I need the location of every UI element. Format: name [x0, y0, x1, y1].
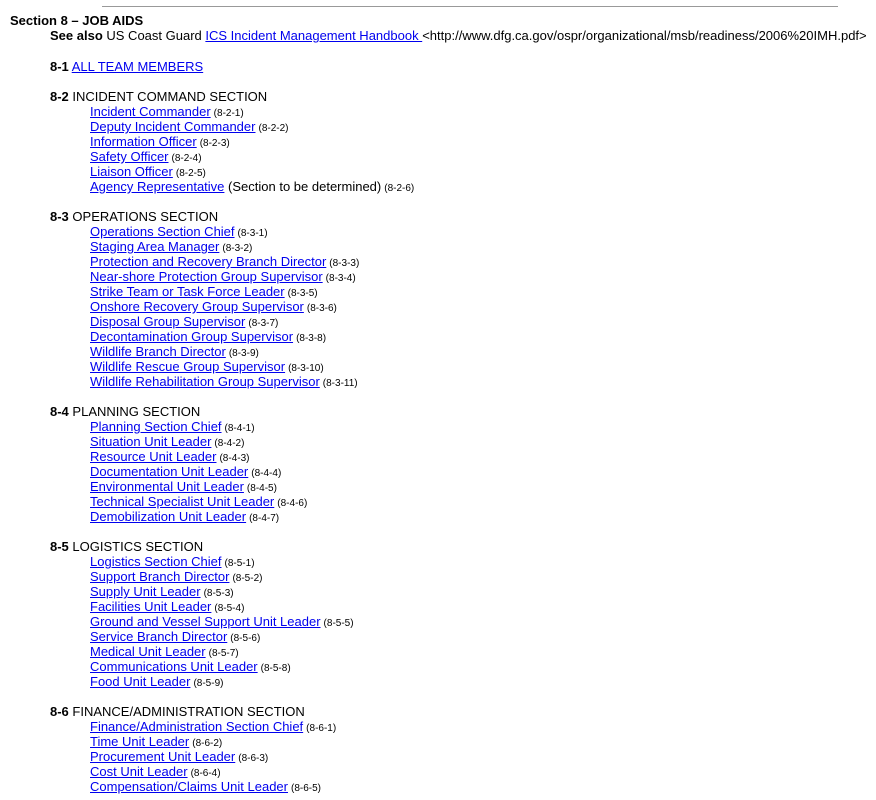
list-item — [90, 329, 359, 344]
list-item — [90, 434, 307, 449]
job-aid-link[interactable]: Facilities Unit Leader — [90, 599, 212, 614]
list-item — [90, 359, 359, 374]
job-aid-code: (8-3-5) — [287, 288, 318, 299]
job-aid-code: (8-4-5) — [246, 483, 277, 494]
list-item — [90, 464, 307, 479]
list-item — [90, 479, 307, 494]
section-8-4-heading — [50, 404, 200, 419]
job-aid-link[interactable]: Disposal Group Supervisor — [90, 314, 246, 329]
job-aid-link[interactable]: Staging Area Manager — [90, 239, 220, 254]
list-item — [90, 629, 354, 644]
job-aid-code: (8-5-4) — [214, 603, 245, 614]
job-aid-link[interactable]: Agency Representative — [90, 179, 225, 194]
job-aid-link[interactable]: Situation Unit Leader — [90, 434, 212, 449]
job-aid-code: (8-5-3) — [203, 588, 234, 599]
job-aid-link[interactable]: Deputy Incident Commander — [90, 119, 256, 134]
section-number: 8-2 — [50, 89, 69, 104]
list-item — [90, 494, 307, 509]
list-item — [90, 254, 359, 269]
list-item — [90, 269, 359, 284]
list-item — [90, 599, 354, 614]
all-team-members-link[interactable]: ALL TEAM MEMBERS — [71, 59, 204, 74]
list-item — [90, 224, 359, 239]
section-number: 8-5 — [50, 539, 69, 554]
list-item — [90, 764, 336, 779]
section-title: LOGISTICS SECTION — [72, 539, 204, 554]
list-item — [90, 104, 414, 119]
section-title: PLANNING SECTION — [72, 404, 201, 419]
job-aid-code: (8-2-5) — [175, 168, 206, 179]
job-aid-code: (8-3-1) — [237, 228, 268, 239]
list-item — [90, 299, 359, 314]
job-aid-code: (8-6-4) — [190, 768, 221, 779]
job-aid-code: (8-2-4) — [171, 153, 202, 164]
handbook-link[interactable]: ICS Incident Management Handbook — [205, 28, 423, 43]
job-aid-link[interactable]: Environmental Unit Leader — [90, 479, 244, 494]
job-aid-code: (8-3-2) — [222, 243, 253, 254]
list-item — [90, 674, 354, 689]
job-aid-link[interactable]: Supply Unit Leader — [90, 584, 201, 599]
job-aid-link[interactable]: Liaison Officer — [90, 164, 173, 179]
job-aid-link[interactable]: Documentation Unit Leader — [90, 464, 249, 479]
section-8-2-list — [90, 104, 414, 194]
job-aid-link[interactable]: Safety Officer — [90, 149, 169, 164]
job-aid-code: (8-4-2) — [214, 438, 245, 449]
section-number: 8-4 — [50, 404, 69, 419]
list-item — [90, 314, 359, 329]
job-aid-link[interactable]: Decontamination Group Supervisor — [90, 329, 294, 344]
section-8-5-list — [90, 554, 354, 689]
job-aid-code: (8-3-7) — [248, 318, 279, 329]
see-also-label: See also — [50, 28, 103, 43]
job-aid-code: (8-4-1) — [224, 423, 255, 434]
page-title: Section 8 – JOB AIDS — [10, 13, 144, 28]
job-aid-code: (8-3-4) — [325, 273, 356, 284]
see-also-prefix: US Coast Guard — [106, 28, 202, 43]
job-aid-code: (8-3-9) — [228, 348, 259, 359]
job-aid-link[interactable]: Planning Section Chief — [90, 419, 222, 434]
section-number: 8-3 — [50, 209, 69, 224]
job-aid-link[interactable]: Logistics Section Chief — [90, 554, 222, 569]
section-8-1-heading — [50, 59, 203, 74]
job-aid-code: (8-6-5) — [290, 783, 321, 794]
list-item — [90, 164, 414, 179]
section-number: 8-6 — [50, 704, 69, 719]
job-aid-code: (8-2-1) — [213, 108, 244, 119]
list-item — [90, 614, 354, 629]
job-aid-link[interactable]: Medical Unit Leader — [90, 644, 206, 659]
list-item — [90, 239, 359, 254]
job-aid-code: (8-4-4) — [251, 468, 282, 479]
list-item — [90, 569, 354, 584]
list-item — [90, 149, 414, 164]
section-title: OPERATIONS SECTION — [72, 209, 219, 224]
job-aid-link[interactable]: Compensation/Claims Unit Leader — [90, 779, 288, 794]
job-aid-link[interactable]: Food Unit Leader — [90, 674, 191, 689]
section-title: INCIDENT COMMAND SECTION — [72, 89, 268, 104]
job-aid-code: (8-5-6) — [230, 633, 261, 644]
job-aid-link[interactable]: Cost Unit Leader — [90, 764, 188, 779]
job-aid-link[interactable]: Wildlife Rehabilitation Group Supervisor — [90, 374, 320, 389]
list-item — [90, 374, 359, 389]
section-8-6-heading — [50, 704, 305, 719]
job-aid-code: (8-5-2) — [232, 573, 263, 584]
job-aid-link[interactable]: Strike Team or Task Force Leader — [90, 284, 285, 299]
list-item — [90, 134, 414, 149]
job-aid-code: (8-4-3) — [219, 453, 250, 464]
job-aid-code: (8-5-8) — [260, 663, 291, 674]
job-aid-code: (8-6-2) — [192, 738, 223, 749]
job-aid-link[interactable]: Onshore Recovery Group Supervisor — [90, 299, 304, 314]
job-aid-link[interactable]: Time Unit Leader — [90, 734, 190, 749]
job-aid-link[interactable]: Ground and Vessel Support Unit Leader — [90, 614, 321, 629]
see-also-line — [50, 28, 867, 43]
list-item — [90, 659, 354, 674]
section-8-6-list — [90, 719, 336, 794]
job-aid-link[interactable]: Resource Unit Leader — [90, 449, 217, 464]
job-aid-code: (8-5-7) — [208, 648, 239, 659]
job-aid-code: (8-5-1) — [224, 558, 255, 569]
section-title: FINANCE/ADMINISTRATION SECTION — [72, 704, 305, 719]
job-aid-code: (8-6-3) — [238, 753, 269, 764]
list-item — [90, 554, 354, 569]
job-aid-code: (8-4-7) — [249, 513, 280, 524]
list-item — [90, 449, 307, 464]
job-aid-code: (8-3-11) — [322, 378, 358, 389]
job-aid-link[interactable]: Operations Section Chief — [90, 224, 235, 239]
section-8-3-heading — [50, 209, 218, 224]
job-aid-code: (8-3-3) — [329, 258, 360, 269]
top-rule — [102, 6, 838, 7]
job-aid-code: (8-4-6) — [277, 498, 308, 509]
job-aid-code: (8-2-6) — [384, 183, 415, 194]
job-aid-link[interactable]: Wildlife Rescue Group Supervisor — [90, 359, 286, 374]
section-number: 8-1 — [50, 59, 69, 74]
job-aid-code: (8-5-5) — [323, 618, 354, 629]
job-aid-link[interactable]: Demobilization Unit Leader — [90, 509, 247, 524]
handbook-url-text: <http://www.dfg.ca.gov/ospr/organizational/msb/readiness/2006%20IMH.pdf> — [422, 28, 867, 43]
list-item — [90, 419, 307, 434]
job-aid-link[interactable]: Incident Commander — [90, 104, 211, 119]
job-aid-note: (Section to be determined) — [228, 179, 382, 194]
job-aid-code: (8-3-8) — [296, 333, 327, 344]
job-aid-link[interactable]: Finance/Administration Section Chief — [90, 719, 304, 734]
section-8-2-heading — [50, 89, 267, 104]
list-item — [90, 284, 359, 299]
list-item — [90, 644, 354, 659]
job-aid-link[interactable]: Communications Unit Leader — [90, 659, 258, 674]
job-aid-code: (8-3-10) — [288, 363, 324, 374]
job-aid-link[interactable]: Procurement Unit Leader — [90, 749, 236, 764]
job-aid-link[interactable]: Technical Specialist Unit Leader — [90, 494, 275, 509]
section-8-4-list — [90, 419, 307, 524]
list-item — [90, 584, 354, 599]
job-aid-code: (8-3-6) — [306, 303, 337, 314]
section-8-5-heading — [50, 539, 203, 554]
job-aid-code: (8-5-9) — [193, 678, 224, 689]
job-aid-link[interactable]: Support Branch Director — [90, 569, 230, 584]
job-aid-link[interactable]: Service Branch Director — [90, 629, 228, 644]
job-aid-code: (8-2-3) — [199, 138, 230, 149]
job-aid-code: (8-6-1) — [306, 723, 337, 734]
list-item — [90, 734, 336, 749]
job-aid-link[interactable]: Information Officer — [90, 134, 197, 149]
list-item — [90, 719, 336, 734]
list-item — [90, 179, 414, 194]
list-item — [90, 344, 359, 359]
list-item — [90, 509, 307, 524]
section-8-3-list — [90, 224, 359, 389]
job-aid-link[interactable]: Protection and Recovery Branch Director — [90, 254, 327, 269]
job-aid-link[interactable]: Near-shore Protection Group Supervisor — [90, 269, 323, 284]
list-item — [90, 779, 336, 794]
list-item — [90, 749, 336, 764]
list-item — [90, 119, 414, 134]
job-aid-code: (8-2-2) — [258, 123, 289, 134]
job-aid-link[interactable]: Wildlife Branch Director — [90, 344, 226, 359]
